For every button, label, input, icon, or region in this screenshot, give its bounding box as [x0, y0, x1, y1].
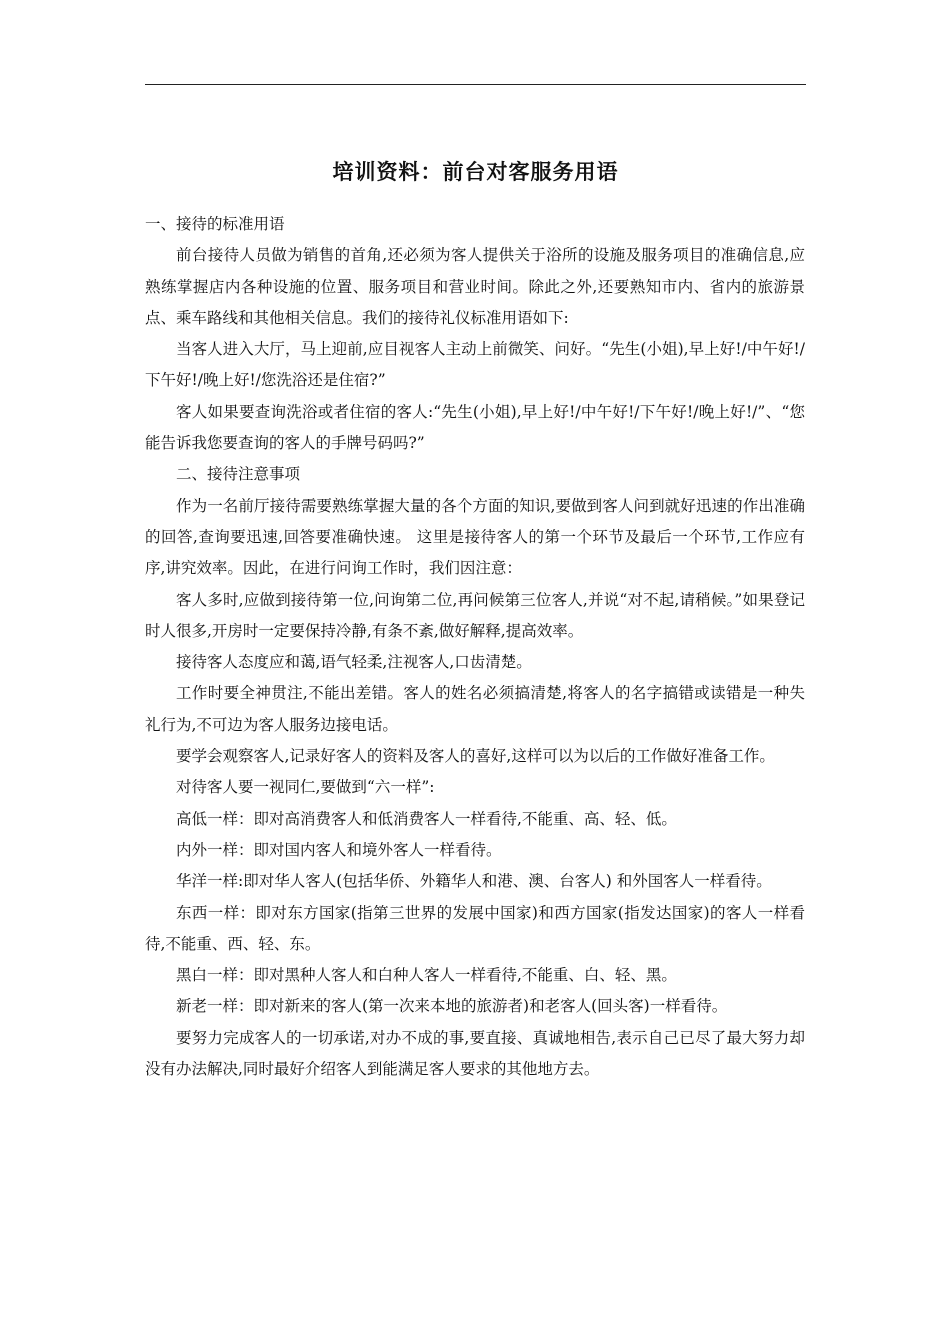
list-item: 东西一样：即对东方国家(指第三世界的发展中国家)和西方国家(指发达国家)的客人一样看待,不能重、西、轻、东。 [145, 903, 805, 953]
list-item: 黑白一样：即对黑种人客人和白种人客人一样看待,不能重、白、轻、黑。 [176, 966, 677, 985]
list-item: 新老一样：即对新来的客人(第一次来本地的旅游者)和老客人(回头客)一样看待。 [176, 997, 728, 1016]
paragraph: 要学会观察客人,记录好客人的资料及客人的喜好,这样可以为以后的工作做好准备工作。 [176, 747, 775, 766]
paragraph: 客人如果要查询洗浴或者住宿的客人:“先生(小姐),早上好!/中午好!/下午好!/晚上好!/”、“您能告诉我您要查询的客人的手牌号码吗?” [145, 402, 805, 453]
paragraph: 对待客人要一视同仁,要做到“六一样”: [176, 778, 435, 797]
page-title: 培训资料：前台对客服务用语 [332, 160, 619, 184]
list-item: 内外一样：即对国内客人和境外客人一样看待。 [176, 840, 502, 859]
section-heading-2: 二、接待注意事项 [176, 465, 301, 484]
paragraph: 前台接待人员做为销售的首角,还必须为客人提供关于浴所的设施及服务项目的准确信息,应熟练掌握店内各种设施的位置、服务项目和营业时间。除此之外,还要熟知市内、省内的旅游景点、乘车路线和其他相关信息。我们的接待礼仪标准用语如下: [145, 246, 805, 327]
paragraph: 当客人进入大厅，马上迎前,应目视客人主动上前微笑、问好。“先生(小姐),早上好!/中午好!/下午好!/晚上好!/您洗浴还是住宿?” [145, 340, 805, 390]
document-body [145, 209, 805, 1085]
section-heading-1: 一、接待的标准用语 [145, 215, 285, 233]
paragraph: 作为一名前厅接待需要熟练掌握大量的各个方面的知识,要做到客人问到就好迅速的作出准确的回答,查询要迅速,回答要准确快速。 这里是接待客人的第一个环节及最后一个环节,工作应有序,讲究效率。因此，在进行问询工作时，我们因注意： [145, 496, 805, 578]
paragraph: 要努力完成客人的一切承诺,对办不成的事,要直接、真诚地相告,表示自己已尽了最大努力却没有办法解决,同时最好介绍客人到能满足客人要求的其他地方去。 [145, 1028, 805, 1079]
list-item: 高低一样：即对高消费客人和低消费客人一样看待,不能重、高、轻、低。 [176, 809, 677, 828]
paragraph: 工作时要全神贯注,不能出差错。客人的姓名必须搞清楚,将客人的名字搞错或读错是一种失礼行为,不可边为客人服务边接电话。 [145, 684, 805, 734]
list-item: 华洋一样:即对华人客人(包括华侨、外籍华人和港、澳、台客人) 和外国客人一样看待。 [176, 872, 772, 891]
header-rule [145, 84, 806, 85]
paragraph: 客人多时,应做到接待第一位,问询第二位,再问候第三位客人,并说“对不起,请稍候。”如果登记时人很多,开房时一定要保持冷静,有条不紊,做好解释,提高效率。 [145, 590, 805, 640]
paragraph: 接待客人态度应和蔼,语气轻柔,注视客人,口齿清楚。 [176, 653, 532, 672]
